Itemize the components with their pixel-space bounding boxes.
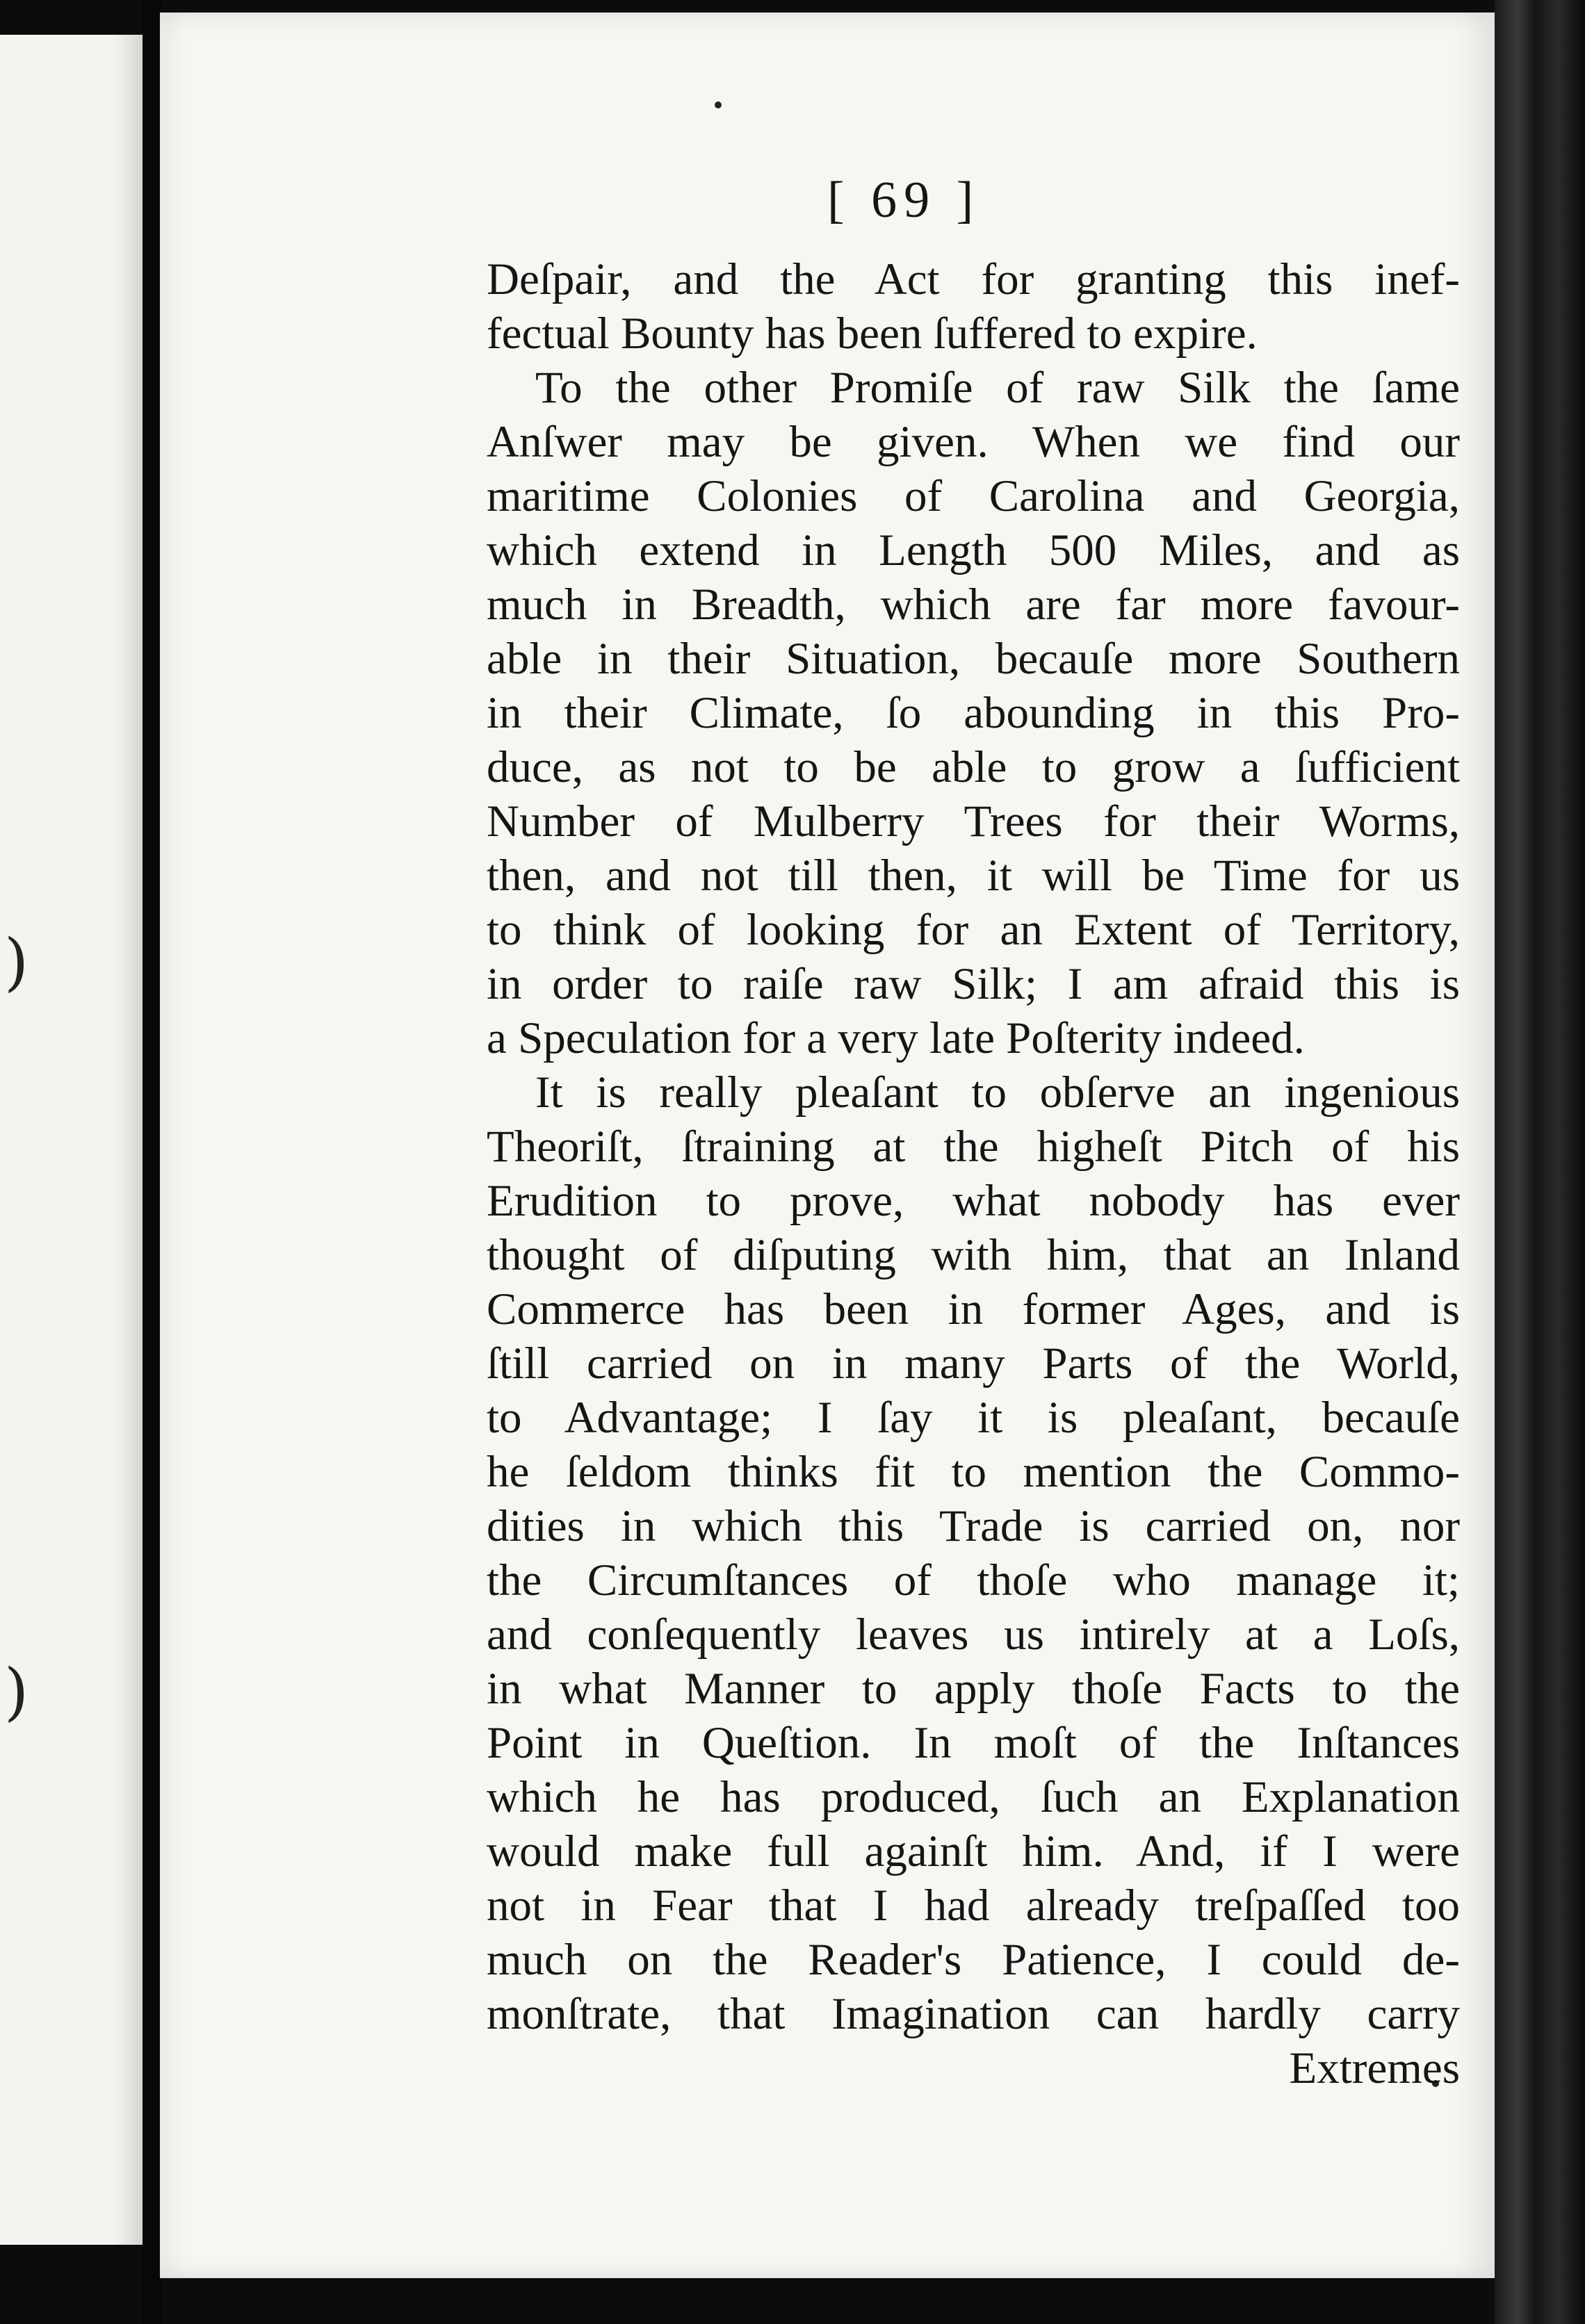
text-line: dities in which this Trade is carried on, nor xyxy=(487,1501,1460,1551)
text-line: he ſeldom thinks fit to mention the Commo- xyxy=(487,1447,1460,1497)
text-line: To the other Promiſe of raw Silk the ſame xyxy=(535,363,1460,413)
text-line: which he has produced, ſuch an Explanation xyxy=(487,1772,1460,1822)
text-line: thought of diſputing with him, that an Inland xyxy=(487,1230,1460,1280)
text-line: Commerce has been in former Ages, and is xyxy=(487,1284,1460,1334)
text-line: then, and not till then, it will be Time for us xyxy=(487,851,1460,901)
text-line: Number of Mulberry Trees for their Worms, xyxy=(487,796,1460,846)
text-line: Deſpair, and the Act for granting this inef- xyxy=(487,254,1460,304)
left-page-mark: ) xyxy=(4,926,29,999)
text-line: fectual Bounty has been ſuffered to expire. xyxy=(487,309,1258,359)
left-facing-page xyxy=(0,35,147,2245)
text-line: monſtrate, that Imagination can hardly carry xyxy=(487,1989,1460,2039)
text-line: in their Climate, ſo abounding in this Pro- xyxy=(487,688,1460,738)
text-line: not in Fear that I had already treſpaſſed too xyxy=(487,1881,1460,1931)
text-line: duce, as not to be able to grow a ſufficient xyxy=(487,742,1460,792)
text-line: the Circumſtances of thoſe who manage it; xyxy=(487,1555,1460,1605)
text-line: It is really pleaſant to obſerve an ingenious xyxy=(535,1067,1460,1118)
page-fore-edge xyxy=(1495,0,1585,2324)
text-line: maritime Colonies of Carolina and Georgia, xyxy=(487,471,1460,521)
text-line: Theoriſt, ſtraining at the higheſt Pitch of his xyxy=(487,1122,1460,1172)
text-line: a Speculation for a very late Poſterity indeed. xyxy=(487,1013,1305,1063)
text-line: in order to raiſe raw Silk; I am afraid this is xyxy=(487,959,1460,1009)
text-line: much on the Reader's Patience, I could de- xyxy=(487,1935,1460,1985)
text-line: much in Breadth, which are far more favour- xyxy=(487,580,1460,630)
page-number: [ 69 ] xyxy=(827,172,981,229)
text-line: Anſwer may be given. When we find our xyxy=(487,417,1460,467)
text-line: and conſequently leaves us intirely at a Loſs, xyxy=(487,1610,1460,1660)
ink-speck xyxy=(715,101,722,108)
text-line: in what Manner to apply thoſe Facts to the xyxy=(487,1664,1460,1714)
gutter-shadow xyxy=(115,35,143,2245)
text-line: to Advantage; I ſay it is pleaſant, becauſe xyxy=(487,1393,1460,1443)
catchword: Extremes xyxy=(1289,2043,1460,2093)
text-line: Point in Queſtion. In moſt of the Inſtances xyxy=(487,1718,1460,1768)
text-line: to think of looking for an Extent of Territory, xyxy=(487,905,1460,955)
text-line: Erudition to prove, what nobody has ever xyxy=(487,1176,1460,1226)
text-line: would make full againſt him. And, if I were xyxy=(487,1826,1460,1876)
text-line: which extend in Length 500 Miles, and as xyxy=(487,525,1460,575)
left-page-mark: ) xyxy=(4,1655,29,1728)
book-page xyxy=(160,13,1495,2278)
book-spine xyxy=(143,0,162,2324)
text-line: able in their Situation, becauſe more Southern xyxy=(487,634,1460,684)
text-line: ſtill carried on in many Parts of the World, xyxy=(487,1339,1460,1389)
